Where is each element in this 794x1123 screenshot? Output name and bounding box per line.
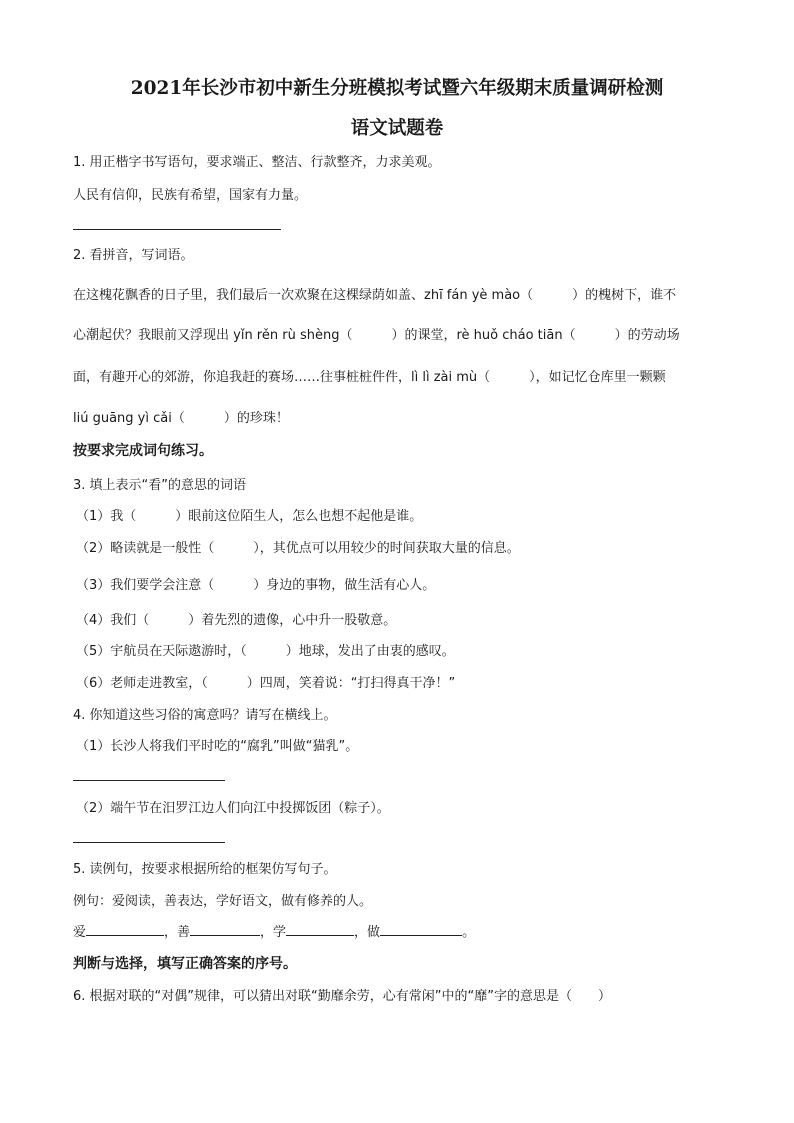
q2-prompt: 2. 看拼音，写词语。 <box>73 248 194 263</box>
page-subtitle: 语文试题卷 <box>350 118 444 139</box>
q1-answer-line[interactable] <box>73 229 281 230</box>
q2-line-4: liú guāng yì cǎi（ ）的珍珠！ <box>73 411 289 426</box>
q5-frame <box>73 921 475 940</box>
q5-blank-2[interactable] <box>190 923 260 936</box>
q4-answer-line-2[interactable] <box>73 842 225 843</box>
q5-blank-4[interactable] <box>380 923 462 936</box>
q2-line-2: 心潮起伏？我眼前又浮现出 yǐn rěn rù shèng（ ）的课堂，rè huǒ cháo tiān（ ）的劳动场 <box>73 328 680 343</box>
q6-prompt: 6. 根据对联的“对偶”规律，可以猜出对联“勤靡余劳，心有常闲”中的“靡”字的意思是（ ） <box>73 989 611 1004</box>
q3-item-4: （4）我们（ ）着先烈的遗像，心中升一股敬意。 <box>76 613 397 628</box>
section-heading-exercises: 按要求完成词句练习。 <box>73 443 213 459</box>
q3-item-6: （6）老师走进教室，（ ）四周，笑着说：“打扫得真干净！” <box>76 676 456 691</box>
q3-item-2: （2）略读就是一般性（ ），其优点可以用较少的时间获取大量的信息。 <box>76 541 520 556</box>
q4-item-2: （2）端午节在汨罗江边人们向江中投掷饭团（粽子）。 <box>76 801 390 816</box>
q5-example: 例句：爱阅读，善表达，学好语文，做有修养的人。 <box>73 894 373 909</box>
q5-blank-3[interactable] <box>286 923 354 936</box>
q3-prompt: 3. 填上表示“看”的意思的词语 <box>73 478 247 493</box>
q5-prompt: 5. 读例句，按要求根据所给的框架仿写句子。 <box>73 862 337 877</box>
q5-frame-word-4: ，做 <box>354 925 381 940</box>
q3-item-3: （3）我们要学会注意（ ）身边的事物，做生活有心人。 <box>76 578 436 593</box>
q5-frame-word-1: 爱 <box>73 925 87 940</box>
q5-blank-1[interactable] <box>86 923 164 936</box>
q1-prompt: 1. 用正楷字书写语句，要求端正、整洁、行款整齐，力求美观。 <box>73 155 441 170</box>
q5-frame-end: 。 <box>462 925 476 940</box>
q4-item-1: （1）长沙人将我们平时吃的“腐乳”叫做“猫乳”。 <box>76 739 359 754</box>
q4-answer-line-1[interactable] <box>73 780 225 781</box>
page-title: 2021年长沙市初中新生分班模拟考试暨六年级期末质量调研检测 <box>130 78 664 99</box>
q2-line-3: 面，有趣开心的郊游，你追我赶的赛场……往事桩桩件件，lì lì zài mù（ ），如记忆仓库里一颗颗 <box>73 370 666 385</box>
q3-item-5: （5）宇航员在天际遨游时，（ ）地球，发出了由衷的感叹。 <box>76 644 455 659</box>
q2-line-1: 在这槐花飘香的日子里，我们最后一次欢聚在这棵绿荫如盖、zhī fán yè mào（ ）的槐树下，谁不 <box>73 288 677 303</box>
q4-prompt: 4. 你知道这些习俗的寓意吗？请写在横线上。 <box>73 708 337 723</box>
q3-item-1: （1）我（ ）眼前这位陌生人，怎么也想不起他是谁。 <box>76 509 423 524</box>
q5-frame-word-2: ，善 <box>164 925 191 940</box>
q1-sentence: 人民有信仰，民族有希望，国家有力量。 <box>73 188 308 203</box>
q5-frame-word-3: ，学 <box>260 925 287 940</box>
section-heading-judgement: 判断与选择，填写正确答案的序号。 <box>73 956 297 972</box>
